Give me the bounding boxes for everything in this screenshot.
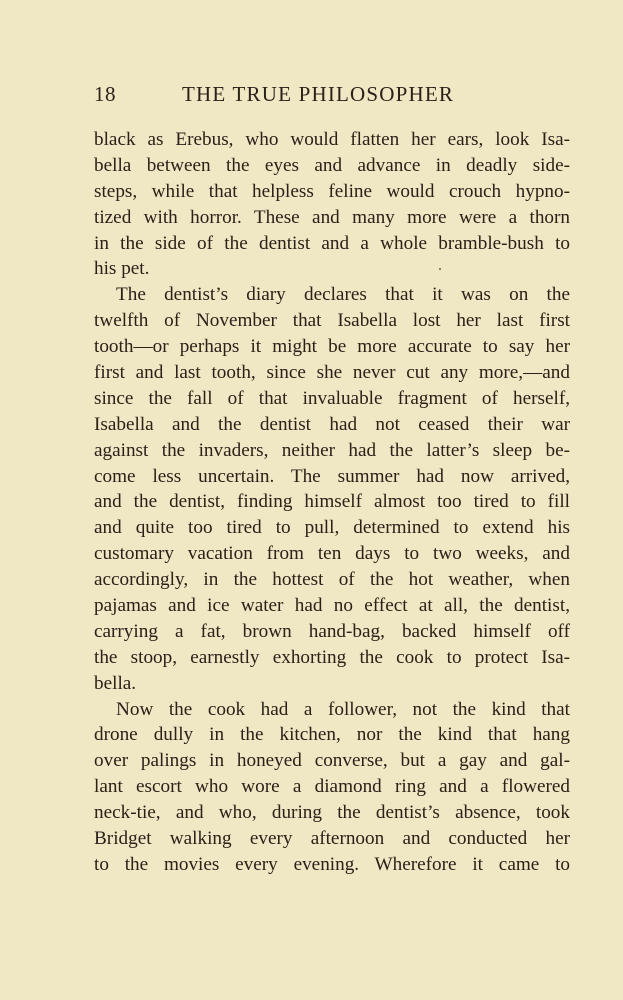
paper-speck	[439, 268, 441, 270]
text-line: neck-tie, and who, during the dentist’s absence, took	[94, 802, 570, 824]
text-line: customary vacation from ten days to two weeks, and	[94, 543, 570, 565]
text-line: the stoop, earnestly exhorting the cook to protect Isa-	[94, 646, 570, 668]
text-line: come less uncertain. The summer had now arrived,	[94, 465, 570, 487]
text-line: The dentist’s diary declares that it was on the	[116, 284, 570, 306]
text-line: carrying a fat, brown hand-bag, backed himself off	[94, 620, 570, 642]
text-line: accordingly, in the hottest of the hot weather, when	[94, 569, 570, 591]
text-line: his pet.	[94, 258, 150, 280]
text-line: bella.	[94, 672, 137, 694]
text-line: Now the cook had a follower, not the kind that	[116, 698, 570, 720]
text-line: lant escort who wore a diamond ring and a flowered	[94, 776, 570, 798]
text-line: and the dentist, finding himself almost too tired to fill	[94, 491, 570, 513]
paragraph-3	[94, 697, 570, 878]
text-line: and quite too tired to pull, determined to extend his	[94, 517, 570, 539]
text-line: Isabella and the dentist had not ceased their war	[94, 413, 570, 435]
text-line: first and last tooth, since she never cut any more,—and	[94, 362, 570, 384]
paragraph-1	[94, 127, 570, 282]
text-line: steps, while that helpless feline would crouch hypno-	[94, 180, 570, 202]
text-line: in the side of the dentist and a whole bramble-bush to	[94, 232, 570, 254]
running-title: THE TRUE PHILOSOPHER	[182, 82, 455, 106]
text-line: to the movies every evening. Wherefore it came to	[94, 853, 570, 875]
text-line: Bridget walking every afternoon and conducted her	[94, 828, 570, 850]
text-line: against the invaders, neither had the latter’s sleep be-	[94, 439, 570, 461]
running-head	[94, 78, 570, 110]
text-line: since the fall of that invaluable fragment of herself,	[94, 387, 570, 409]
body-text	[94, 127, 570, 878]
text-line: black as Erebus, who would flatten her ears, look Isa-	[94, 129, 570, 150]
text-line: pajamas and ice water had no effect at all, the dentist,	[94, 595, 570, 617]
page-number: 18	[94, 82, 116, 106]
text-line: twelfth of November that Isabella lost her last first	[94, 310, 570, 332]
text-line: drone dully in the kitchen, nor the kind that hang	[94, 724, 570, 746]
text-line: tooth—or perhaps it might be more accurate to say her	[94, 336, 570, 358]
text-line: tized with horror. These and many more were a thorn	[94, 206, 570, 228]
text-line: bella between the eyes and advance in deadly side-	[94, 154, 570, 176]
text-line: over palings in honeyed converse, but a gay and gal-	[94, 750, 570, 772]
paragraph-2	[94, 282, 570, 696]
